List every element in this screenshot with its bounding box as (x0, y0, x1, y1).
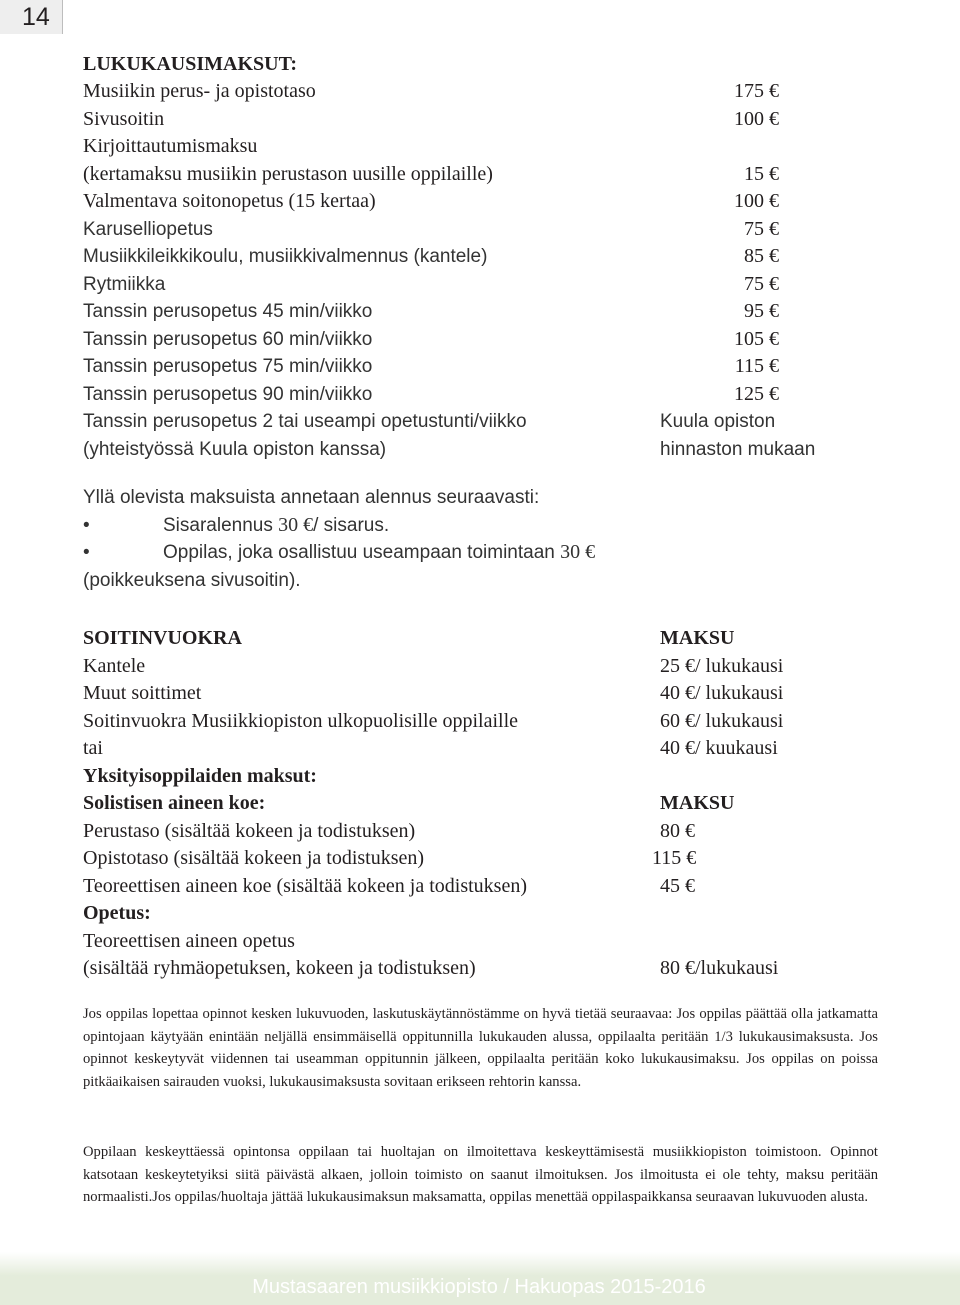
rental-header: SOITINVUOKRA (83, 627, 242, 649)
discount-item-suffix: / sisarus. (313, 514, 390, 536)
exam-price: 45 € (660, 874, 695, 897)
exam-label: Perustaso (sisältää kokeen ja todistuksen) (83, 819, 416, 842)
discount-item-amount: 30 € (278, 513, 314, 536)
rental-price: 40 €/ kuukausi (660, 737, 778, 759)
fee-label: Tanssin perusopetus 60 min/viikko (83, 328, 373, 350)
fee-row (83, 78, 883, 106)
exam-label: Opistotaso (sisältää kokeen ja todistuksen) (83, 847, 425, 869)
fee-label: Musiikkileikkikoulu, musiikkivalmennus (kantele) (83, 246, 488, 267)
fee-row (83, 161, 883, 189)
fee-row (83, 106, 883, 134)
rental-price: 25 €/ lukukausi (660, 654, 784, 677)
private-heading-row (83, 763, 883, 791)
exam-label: Teoreettisen aineen koe (sisältää kokeen ja todistuksen) (83, 874, 527, 897)
fee-row (83, 216, 883, 244)
fee-label: Karuselliopetus (83, 218, 213, 240)
exam-row (83, 845, 883, 873)
rental-price: 40 €/ lukukausi (660, 682, 784, 704)
cancellation-note: Jos oppilas lopettaa opinnot kesken lukuvuoden, laskutuskäytännöstämme on hyvä tietää seuraavaa: Jos oppilas päättää olla jatkamatta opintojaan käytyään enintään neljällä ensimmäisellä oppitunnilla lukukauden alussa, oppilaalta peritään 1/3 lukukausimaksusta. Jos opinnot keskeytyvät viidennen tai useamman oppitunnin jälkeen, oppilaalta peritään koko lukukausimaksu. Jos oppilas on poissa pitkäaikaisen sairauden vuoksi, lukukausimaksusta sovitaan erikseen rehtorin kanssa. (83, 1006, 878, 1090)
fee-row (83, 243, 883, 271)
fee-price: 75 € (744, 217, 779, 240)
fee-price: 175 € (734, 80, 779, 102)
rental-list (83, 653, 883, 763)
fee-price: 85 € (744, 245, 779, 267)
teaching-row-2 (83, 955, 883, 983)
fee-label: Valmentava soitonopetus (15 kertaa) (83, 190, 376, 212)
page-number-divider (62, 0, 63, 34)
fee-row-multi (83, 408, 883, 436)
exam-heading-row (83, 790, 883, 818)
bullet-icon: • (83, 542, 90, 563)
rental-section (83, 625, 883, 983)
fee-price: 100 € (734, 190, 779, 212)
discount-item-amount: 30 € (560, 541, 596, 563)
fee-label: (kertamaksu musiikin perustason uusille oppilaille) (83, 162, 493, 185)
fee-price: 100 € (734, 107, 779, 130)
fee-price: 125 € (734, 382, 779, 405)
fee-row (83, 353, 883, 381)
fee-price: 105 € (734, 327, 779, 350)
rental-label: Soitinvuokra Musiikkiopiston ulkopuolisille oppilaille (83, 709, 518, 732)
teaching-label-2: (sisältää ryhmäopetuksen, kokeen ja todistuksen) (83, 957, 476, 979)
exam-price-heading: MAKSU (660, 792, 735, 814)
teaching-heading: Opetus: (83, 902, 151, 924)
rental-label: Muut soittimet (83, 682, 202, 704)
page-number: 14 (0, 0, 62, 34)
fee-row (83, 298, 883, 326)
rental-row (83, 735, 883, 763)
fee-multi-price-1: Kuula opiston (660, 411, 776, 432)
exam-list (83, 818, 883, 901)
fee-label: Tanssin perusopetus 45 min/viikko (83, 301, 373, 322)
teaching-price: 80 €/lukukausi (660, 957, 779, 979)
rental-price-header: MAKSU (660, 627, 735, 649)
fee-row (83, 326, 883, 354)
fee-row (83, 381, 883, 409)
teaching-label-1: Teoreettisen aineen opetus (83, 929, 295, 952)
exam-heading: Solistisen aineen koe: (83, 792, 266, 814)
fee-label: Tanssin perusopetus 90 min/viikko (83, 383, 373, 405)
fee-row (83, 133, 883, 161)
fee-multi-price-2: hinnaston mukaan (660, 438, 816, 460)
discount-item-text: Oppilas, joka osallistuu useampaan toimintaan (163, 542, 561, 563)
exam-row (83, 818, 883, 846)
fee-row (83, 271, 883, 299)
rental-header-row (83, 625, 883, 653)
rental-price: 60 €/ lukukausi (660, 709, 784, 732)
discount-item-multi (83, 539, 703, 567)
footer-text: Mustasaaren musiikkiopisto / Hakuopas 2015-2016 (252, 1276, 706, 1298)
exam-price: 115 € (652, 847, 697, 869)
fee-price: 95 € (744, 300, 779, 322)
discount-item-continuation: (poikkeuksena sivusoitin). (83, 569, 301, 591)
fee-label: Kirjoittautumismaksu (83, 135, 258, 157)
exam-price: 80 € (660, 819, 695, 842)
fee-label: Sivusoitin (83, 107, 165, 130)
rental-label: tai (83, 737, 103, 759)
rental-row (83, 680, 883, 708)
fee-label: Musiikin perus- ja opistotaso (83, 80, 316, 102)
fee-price: 15 € (744, 162, 779, 185)
fee-row (83, 188, 883, 216)
fee-label: Rytmiikka (83, 273, 166, 295)
fees-list (83, 78, 883, 408)
fee-row-multi-cont (83, 436, 883, 464)
rental-row (83, 708, 883, 736)
teaching-heading-row (83, 900, 883, 928)
fee-price: 115 € (734, 355, 779, 377)
rental-row (83, 653, 883, 681)
rental-label: Kantele (83, 654, 146, 677)
exam-row (83, 873, 883, 901)
fee-price: 75 € (744, 272, 779, 295)
discount-item-sibling (83, 512, 703, 540)
fees-title: LUKUKAUSIMAKSUT: (83, 53, 298, 75)
fee-multi-label-1: Tanssin perusopetus 2 tai useampi opetustunti/viikko (83, 411, 527, 432)
teaching-row-1 (83, 928, 883, 956)
bullet-icon: • (83, 514, 90, 536)
discounts-intro: Yllä olevista maksuista annetaan alennus seuraavasti: (83, 487, 540, 508)
fee-label: Tanssin perusopetus 75 min/viikko (83, 356, 373, 377)
fees-section (83, 50, 883, 463)
fee-multi-label-2: (yhteistyössä Kuula opiston kanssa) (83, 438, 387, 460)
discounts-section (83, 484, 703, 594)
discount-item-text: Sisaralennus (163, 514, 279, 536)
private-heading: Yksityisoppilaiden maksut: (83, 764, 317, 787)
interruption-note: Oppilaan keskeyttäessä opintonsa oppilaan tai huoltajan on ilmoitettava keskeyttämisestä musiikkiopiston toimistoon. Opinnot katsotaan keskeytetyiksi siitä päivästä alkaen, jolloin toimisto on saanut ilmoituksen. Jos ilmoitusta ei ole tehty, maksu peritään normaalisti.Jos oppilas/huoltaja jättää lukukausimaksun maksamatta, oppilas menettää oppilaspaikkansa seuraavan lukuvuoden alusta. (83, 1144, 878, 1205)
